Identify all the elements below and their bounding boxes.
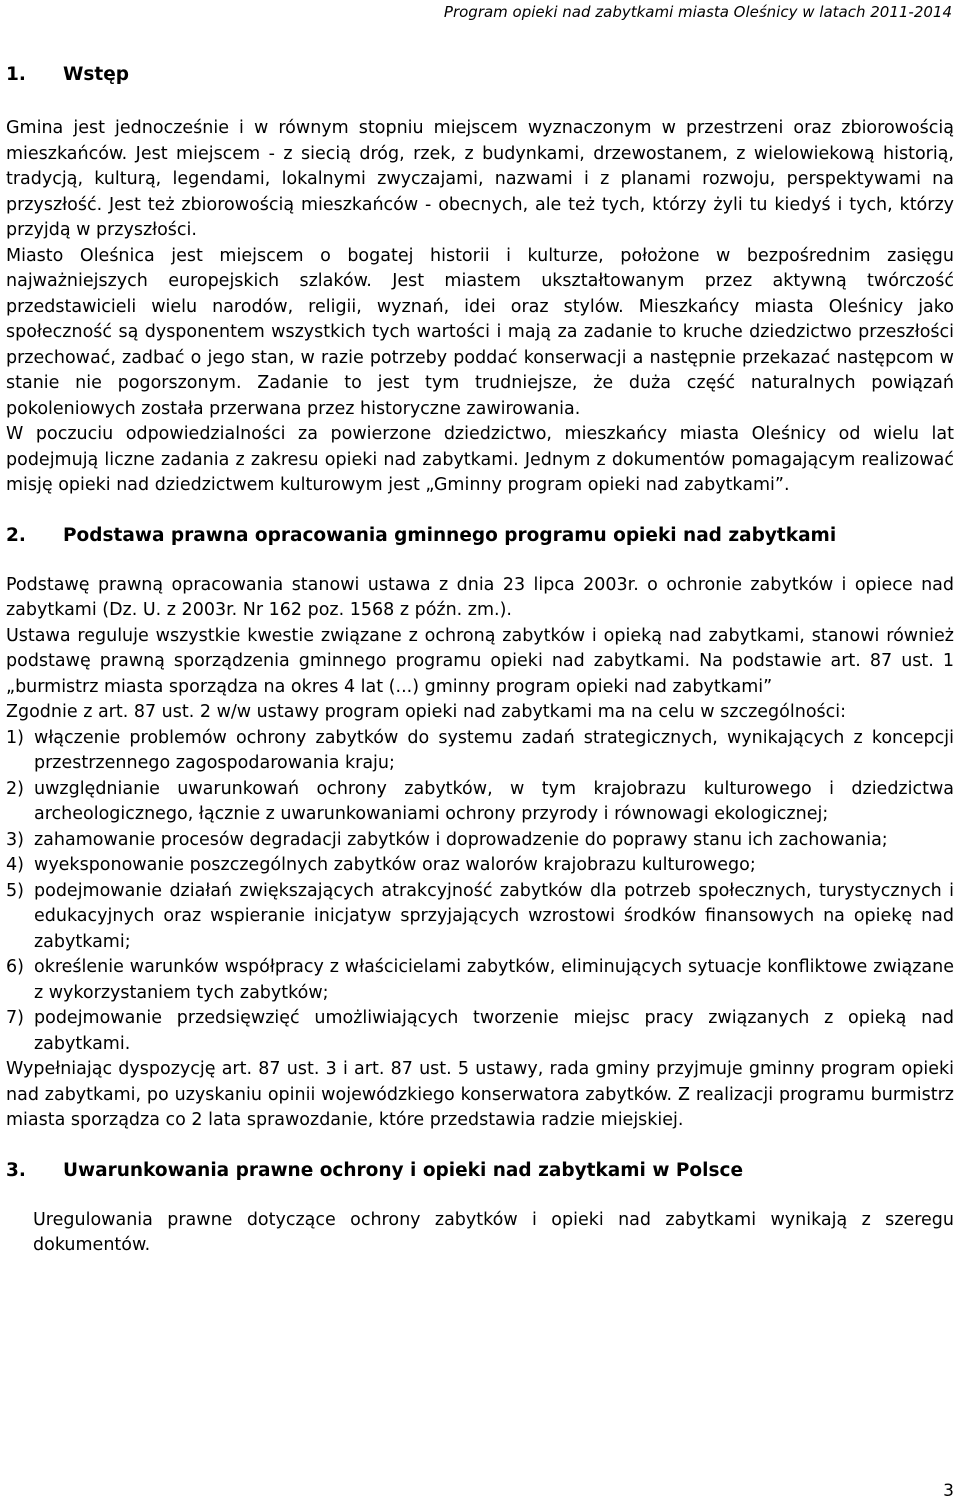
list-item-text: wyeksponowanie poszczególnych zabytków oraz walorów krajobrazu kulturowego; [34, 855, 756, 875]
running-header: Program opieki nad zabytkami miasta Oleśnicy w latach 2011-2014 [443, 3, 952, 21]
list-item-text: podejmowanie przedsięwzięć umożliwiających tworzenie miejsc pracy związanych z opieką nad zabytkami. [34, 1008, 954, 1054]
paragraph: W poczuciu odpowiedzialności za powierzone dziedzictwo, mieszkańcy miasta Oleśnicy od wielu lat podejmują liczne zadania z zakresu opieki nad zabytkami. Jednym z dokumentów pomagającym realizować misję opieki nad dziedzictwem kulturowym jest „Gminny program opieki nad zabytkami”. [6, 424, 954, 495]
list-item-text: podejmowanie działań zwiększających atrakcyjność zabytków dla potrzeb społecznych, turystycznych i edukacyjnych oraz wspieranie inicjatyw sprzyjających wzrostowi środków finansowych na opiekę nad zabytkami; [34, 880, 954, 952]
list-item [6, 853, 954, 879]
section-heading-2 [6, 523, 954, 549]
list-item [6, 955, 954, 1006]
paragraph: Zgodnie z art. 87 ust. 2 w/w ustawy program opieki nad zabytkami ma na celu w szczególności: [6, 702, 847, 722]
section-number: 2. [6, 524, 26, 546]
list-item-number: 3) [6, 829, 24, 850]
list-item-number: 5) [6, 880, 24, 901]
list-item-text: włączenie problemów ochrony zabytków do systemu zadań strategicznych, wynikających z koncepcji przestrzennego zagospodarowania kraju; [34, 727, 954, 773]
paragraph: Wypełniając dyspozycję art. 87 ust. 3 i art. 87 ust. 5 ustawy, rada gminy przyjmuje gminny program opieki nad zabytkami, po uzyskaniu opinii wojewódzkiego konserwatora zabytków. Z realizacji programu burmistrz miasta sporządza co 2 lata sprawozdanie, które przedstawia radzie miejskiej. [6, 1059, 954, 1130]
paragraph: Gmina jest jednocześnie i w równym stopniu miejscem wyznaczonym w przestrzeni oraz zbiorowością mieszkańców. Jest miejscem - z siecią dróg, rzek, z budynkami, drzewostanem, z wielowiekową historią, tradycją, kulturą, legendami, lokalnymi zwyczajami, nazwami i z planami rozwoju, perspektywami na przyszłość. Jest też zbiorowością mieszkańców - obecnych, ale też tych, którzy żyli tu kiedyś i tych, którzy przyjdą w przyszłości. [6, 118, 954, 240]
list-item-number: 1) [6, 727, 24, 748]
section-title: Podstawa prawna opracowania gminnego programu opieki nad zabytkami [63, 524, 837, 546]
list-item-text: zahamowanie procesów degradacji zabytków i doprowadzenie do poprawy stanu ich zachowania; [34, 829, 888, 850]
list-item-text: określenie warunków współpracy z właścicielami zabytków, eliminujących sytuacje konfliktowe związane z wykorzystaniem tych zabytków; [34, 957, 954, 1003]
program-goals-list [6, 726, 954, 1058]
list-item [6, 726, 954, 777]
paragraph: Miasto Oleśnica jest miejscem o bogatej historii i kulturze, położone w bezpośrednim zasięgu najważniejszych europejskich szlaków. Jest miastem ukształtowanym przez aktywną twórczość przedstawicieli wielu narodów, religii, wyznań, idei oraz stylów. Mieszkańcy miasta Oleśnicy jako społeczność są dysponentem wszystkich tych wartości i mają za zadanie to kruche dziedzictwo przeszłości przechować, zadbać o jego stan, w razie potrzeby poddać konserwacji a następnie przekazać następcom w stanie nie pogorszonym. Zadanie to jest tym trudniejsze, że duża część naturalnych powiązań pokoleniowych została przerwana przez historyczne zawirowania. [6, 245, 954, 419]
list-item-number: 2) [6, 778, 24, 799]
section-title: Wstęp [63, 64, 130, 85]
section-number: 3. [6, 1159, 26, 1181]
list-item-text: uwzględnianie uwarunkowań ochrony zabytków, w tym krajobrazu kulturowego i dziedzictwa archeologicznego, łącznie z uwarunkowaniami ochrony przyrody i równowagi ekologicznej; [34, 778, 954, 824]
section-heading-3 [6, 1158, 954, 1184]
section-number: 1. [6, 64, 26, 85]
paragraph: Ustawa reguluje wszystkie kwestie związane z ochroną zabytków i opieką nad zabytkami, stanowi również podstawę prawną sporządzenia gminnego programu opieki nad zabytkami. Na podstawie art. 87 ust. 1 „burmistrz miasta sporządza na okres 4 lat (...) gminny program opieki nad zabytkami” [6, 625, 954, 697]
page-number: 3 [943, 1481, 954, 1501]
list-item-number: 6) [6, 957, 24, 977]
list-item-number: 4) [6, 855, 24, 875]
list-item-number: 7) [6, 1008, 24, 1028]
list-item [6, 1006, 954, 1057]
list-item [6, 777, 954, 828]
section-title: Uwarunkowania prawne ochrony i opieki nad zabytkami w Polsce [63, 1159, 743, 1181]
paragraph: Uregulowania prawne dotyczące ochrony zabytków i opieki nad zabytkami wynikają z szeregu dokumentów. [33, 1209, 954, 1255]
list-item [6, 828, 954, 854]
paragraph: Podstawę prawną opracowania stanowi ustawa z dnia 23 lipca 2003r. o ochronie zabytków i opiece nad zabytkami (Dz. U. z 2003r. Nr 162 poz. 1568 z późn. zm.). [6, 574, 954, 620]
document-body [6, 62, 954, 1259]
section-heading-1 [6, 62, 954, 88]
list-item [6, 879, 954, 956]
